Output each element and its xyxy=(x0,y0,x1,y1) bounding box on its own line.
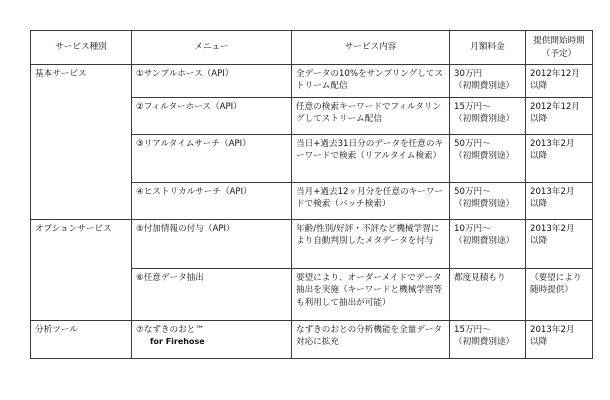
row-price-line1: 30万円 xyxy=(454,69,483,79)
row-start-line2: 以降 xyxy=(530,151,548,162)
row-price-line1: 50万円〜 xyxy=(454,139,491,149)
row-start xyxy=(526,135,593,183)
row-menu: ③リアルタイムサーチ（API） xyxy=(132,135,292,183)
table-header-row xyxy=(31,31,593,65)
row-menu: ⑥任意データ抽出 xyxy=(132,269,292,321)
header-start xyxy=(526,31,593,65)
row-price-line2: （初期費別途） xyxy=(454,199,515,210)
row-content: 任意の検索キーワードでフィルタリングしてストリーム配信 xyxy=(292,98,450,135)
table-row xyxy=(31,65,593,98)
row-price xyxy=(450,183,526,220)
row-price xyxy=(450,220,526,269)
row-menu-sub: for Firehose xyxy=(150,337,205,347)
row-price xyxy=(450,321,526,359)
header-price: 月額料金 xyxy=(450,31,526,65)
row-menu: ①サンプルホース（API） xyxy=(132,65,292,98)
row-start-line1: （要望により xyxy=(530,273,582,283)
row-menu-main: ⑦なずきのおと™ xyxy=(136,325,204,335)
row-price-line2: （初期費別途） xyxy=(454,337,515,348)
row-content: 当日+過去31日分のデータを任意のキーワードで検索（リアルタイム検索） xyxy=(292,135,450,183)
row-price xyxy=(450,98,526,135)
table-row xyxy=(31,220,593,269)
row-price-line2: （初期費別途） xyxy=(454,81,515,92)
row-price xyxy=(450,135,526,183)
group-analysis: 分析ツール xyxy=(31,321,132,359)
row-start xyxy=(526,98,593,135)
row-start xyxy=(526,65,593,98)
row-menu: ④ヒストリカルサーチ（API） xyxy=(132,183,292,220)
row-price-line1: 15万円〜 xyxy=(454,325,491,335)
row-content: 全データの10%をサンプリングしてストリーム配信 xyxy=(292,65,450,98)
row-price xyxy=(450,269,526,321)
row-start-line1: 2013年2月 xyxy=(530,187,575,197)
row-menu xyxy=(132,321,292,359)
row-price-line1: 50万円〜 xyxy=(454,187,491,197)
row-start xyxy=(526,269,593,321)
row-start-line1: 2012年12月 xyxy=(530,102,580,112)
row-content: なずきのおとの分析機能を全量データ対応に拡充 xyxy=(292,321,450,359)
row-price-line1: 10万円〜 xyxy=(454,224,491,234)
row-start-line2: 以降 xyxy=(530,199,548,210)
row-start-line2: 以降 xyxy=(530,236,548,247)
row-price xyxy=(450,65,526,98)
row-price-line2: （初期費別途） xyxy=(454,114,515,125)
row-start-line1: 2013年2月 xyxy=(530,139,575,149)
row-start xyxy=(526,321,593,359)
group-basic: 基本サービス xyxy=(31,65,132,220)
row-start-line1: 2013年2月 xyxy=(530,325,575,335)
row-start xyxy=(526,183,593,220)
row-content: 当月+過去12ヶ月分を任意のキーワードで検索（バッチ検索） xyxy=(292,183,450,220)
row-menu: ⑤付加情報の付与（API） xyxy=(132,220,292,269)
row-start-line2: 随時提供） xyxy=(530,285,573,296)
service-table xyxy=(30,30,593,359)
row-content: 年齢/性別/好評・不評など機械学習により自動判別したメタデータを付与 xyxy=(292,220,450,269)
row-price-line1: 15万円〜 xyxy=(454,102,491,112)
header-start-line1: 提供開始時期 xyxy=(533,36,585,47)
row-price-line1: 都度見積もり xyxy=(454,273,506,283)
row-start-line1: 2012年12月 xyxy=(530,69,580,79)
row-start xyxy=(526,220,593,269)
row-price-line2: （初期費別途） xyxy=(454,236,515,247)
header-content: サービス内容 xyxy=(292,31,450,65)
row-menu: ②フィルターホース（API） xyxy=(132,98,292,135)
header-category: サービス種別 xyxy=(31,31,132,65)
row-start-line1: 2013年2月 xyxy=(530,224,575,234)
row-start-line2: 以降 xyxy=(530,114,548,125)
header-menu: メニュー xyxy=(132,31,292,65)
group-option: オプションサービス xyxy=(31,220,132,321)
row-start-line2: 以降 xyxy=(530,337,548,348)
header-start-line2: （予定） xyxy=(541,48,577,59)
row-start-line2: 以降 xyxy=(530,81,548,92)
row-price-line2: （初期費別途） xyxy=(454,151,515,162)
table-row xyxy=(31,321,593,359)
row-content: 要望により、オーダーメイドでデータ抽出を実施（キーワードと機械学習等も利用して抽出が可能） xyxy=(292,269,450,321)
